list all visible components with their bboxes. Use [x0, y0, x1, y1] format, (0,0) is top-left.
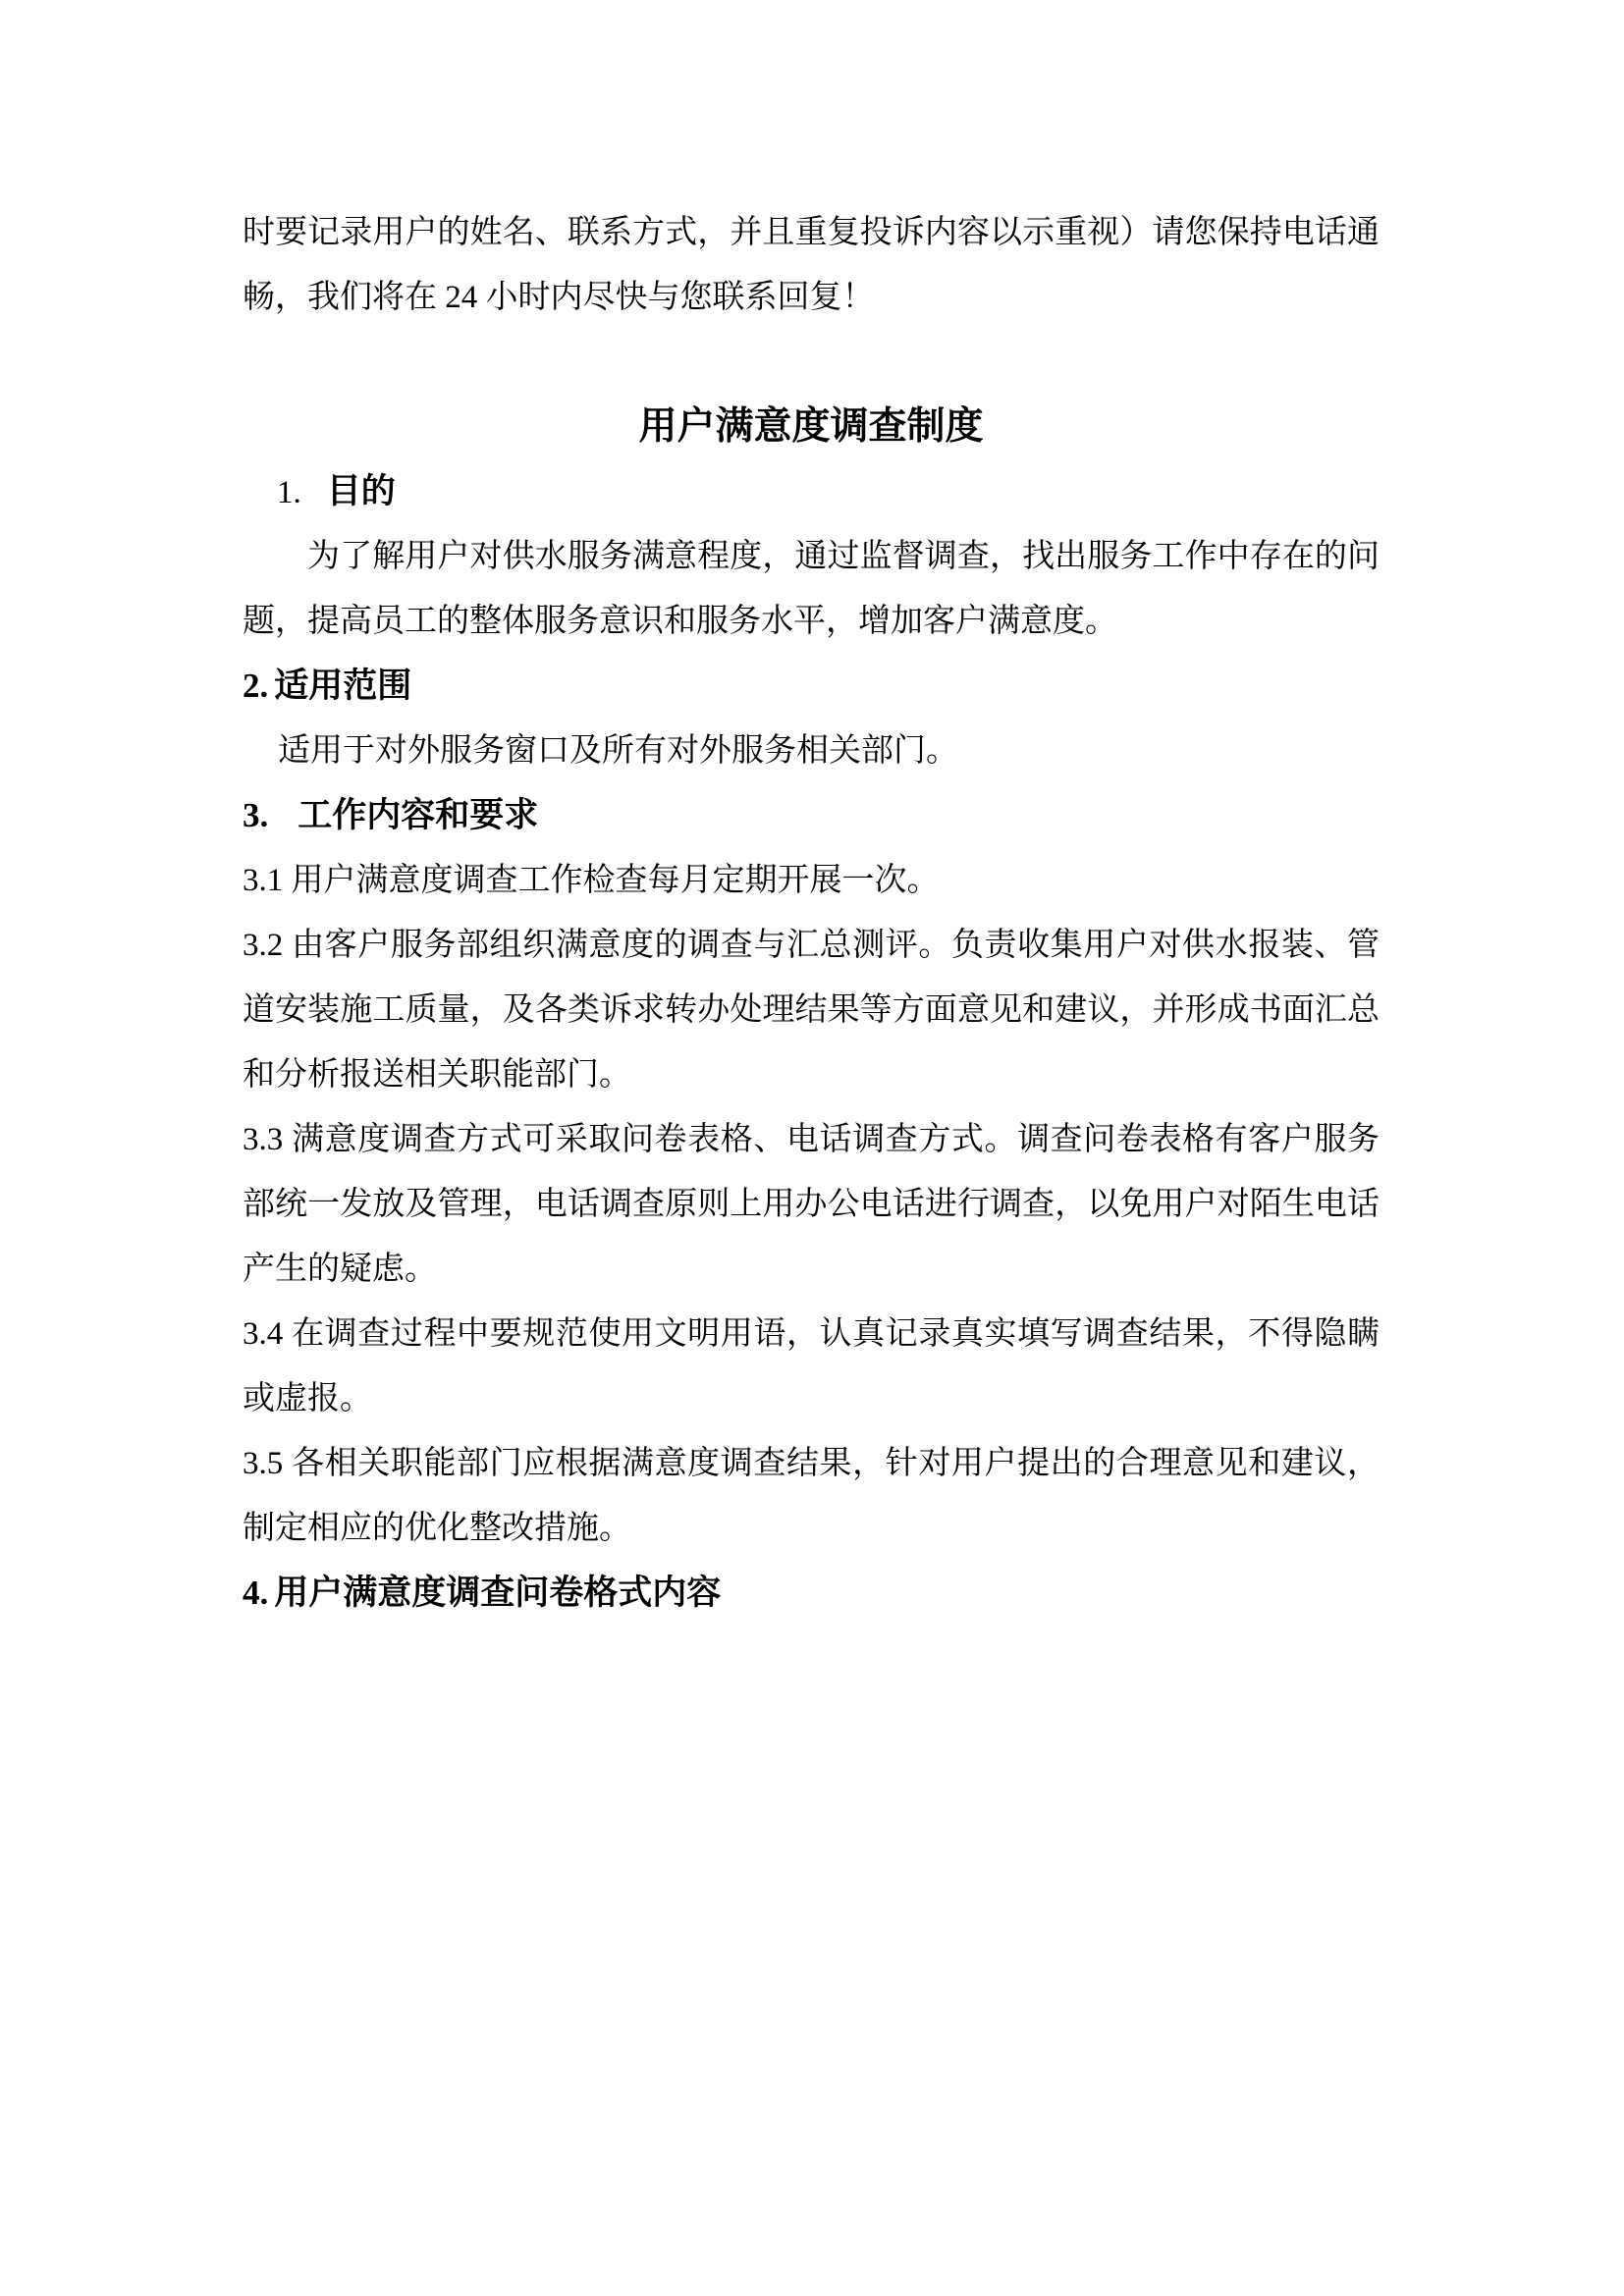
- heading-number: 1.: [277, 475, 301, 510]
- text-line: 3.1 用户满意度调查工作检查每月定期开展一次。: [243, 863, 940, 898]
- blank-line: [243, 330, 1380, 395]
- text-line: 题，提高员工的整体服务意识和服务水平，增加客户满意度。: [243, 604, 1117, 639]
- text-line: 部统一发放及管理，电话调查原则上用办公电话进行调查，以免用户对陌生电话: [243, 1187, 1380, 1222]
- text-line: 或虚报。: [243, 1381, 372, 1416]
- text-line: 适用于对外服务窗口及所有对外服务相关部门。: [278, 733, 958, 769]
- section-heading: [243, 654, 1380, 719]
- heading-label: 用户满意度调查问卷格式内容: [274, 1574, 722, 1612]
- document-content: [243, 200, 1380, 1626]
- document-title: 用户满意度调查制度: [638, 405, 984, 448]
- text-line: 3.3 满意度调查方式可采取问卷表格、电话调查方式。调查问卷表格有客户服务: [243, 1122, 1380, 1157]
- text-line: 和分析报送相关职能部门。: [243, 1057, 631, 1093]
- section-heading: [243, 783, 1380, 848]
- heading-label: 适用范围: [274, 667, 412, 705]
- section-heading: [243, 459, 1380, 524]
- text-line: 时要记录用户的姓名、联系方式，并且重复投诉内容以示重视）请您保持电话通: [243, 215, 1380, 250]
- heading-label: 工作内容和要求: [298, 796, 539, 834]
- heading-number: 4.: [243, 1574, 269, 1612]
- heading-number: 2.: [243, 667, 269, 705]
- text-line: 产生的疑虑。: [243, 1252, 437, 1287]
- text-line: 3.4 在调查过程中要规范使用文明用语，认真记录真实填写调查结果，不得隐瞒: [243, 1316, 1380, 1352]
- heading-label: 目的: [326, 472, 396, 510]
- section-heading: [243, 1561, 1380, 1626]
- text-line: 3.5 各相关职能部门应根据满意度调查结果，针对用户提出的合理意见和建议，: [243, 1446, 1380, 1481]
- text-line: 3.2 由客户服务部组织满意度的调查与汇总测评。负责收集用户对供水报装、管: [243, 928, 1380, 963]
- heading-number: 3.: [243, 796, 269, 834]
- text-line: 畅，我们将在 24 小时内尽快与您联系回复！: [243, 280, 875, 315]
- text-line: 为了解用户对供水服务满意程度，通过监督调查，找出服务工作中存在的问: [307, 539, 1380, 574]
- text-line: 制定相应的优化整改措施。: [243, 1511, 631, 1546]
- text-line: 道安装施工质量，及各类诉求转办处理结果等方面意见和建议，并形成书面汇总: [243, 992, 1380, 1028]
